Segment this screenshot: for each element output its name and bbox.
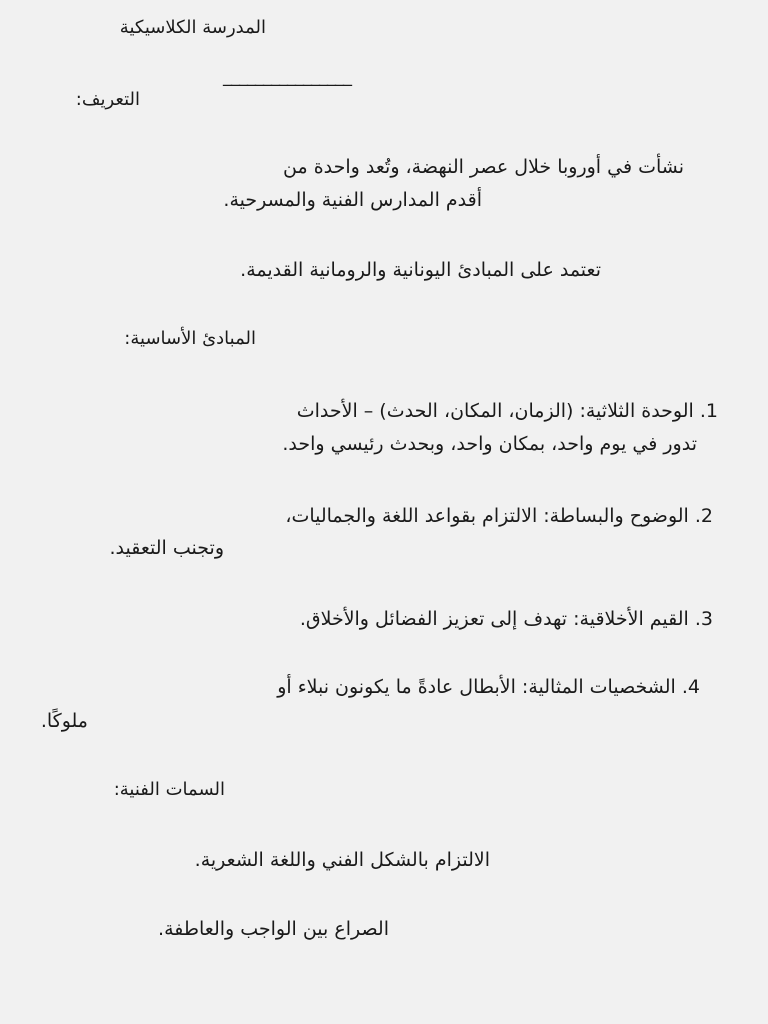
definition-line-3: تعتمد على المبادئ اليونانية والرومانية القديمة. <box>240 259 601 281</box>
definition-heading: التعريف: <box>75 89 140 110</box>
page-title: المدرسة الكلاسيكية <box>119 17 266 38</box>
definition-line-1: نشأت في أوروبا خلال عصر النهضة، وتُعد واحدة من <box>283 156 684 178</box>
feature-2: الصراع بين الواجب والعاطفة. <box>158 918 389 940</box>
principle-4-line-2: ملوكًا. <box>40 710 88 732</box>
principle-2-line-2: وتجنب التعقيد. <box>109 537 224 559</box>
principle-4-line-1: 4. الشخصيات المثالية: الأبطال عادةً ما يكونون نبلاء أو <box>277 676 700 698</box>
definition-line-2: أقدم المدارس الفنية والمسرحية. <box>223 189 482 211</box>
principle-1-line-1: 1. الوحدة الثلاثية: (الزمان، المكان، الحدث) – الأحداث <box>296 400 718 422</box>
principle-2-line-1: 2. الوضوح والبساطة: الالتزام بقواعد اللغة والجماليات، <box>285 505 713 527</box>
feature-1: الالتزام بالشكل الفني واللغة الشعرية. <box>194 849 490 871</box>
principles-heading: المبادئ الأساسية: <box>124 328 256 349</box>
principle-3: 3. القيم الأخلاقية: تهدف إلى تعزيز الفضائل والأخلاق. <box>299 608 713 630</box>
separator-line: ________________ <box>223 66 351 87</box>
principle-1-line-2: تدور في يوم واحد، بمكان واحد، وبحدث رئيسي واحد. <box>282 433 697 455</box>
features-heading: السمات الفنية: <box>113 779 225 800</box>
